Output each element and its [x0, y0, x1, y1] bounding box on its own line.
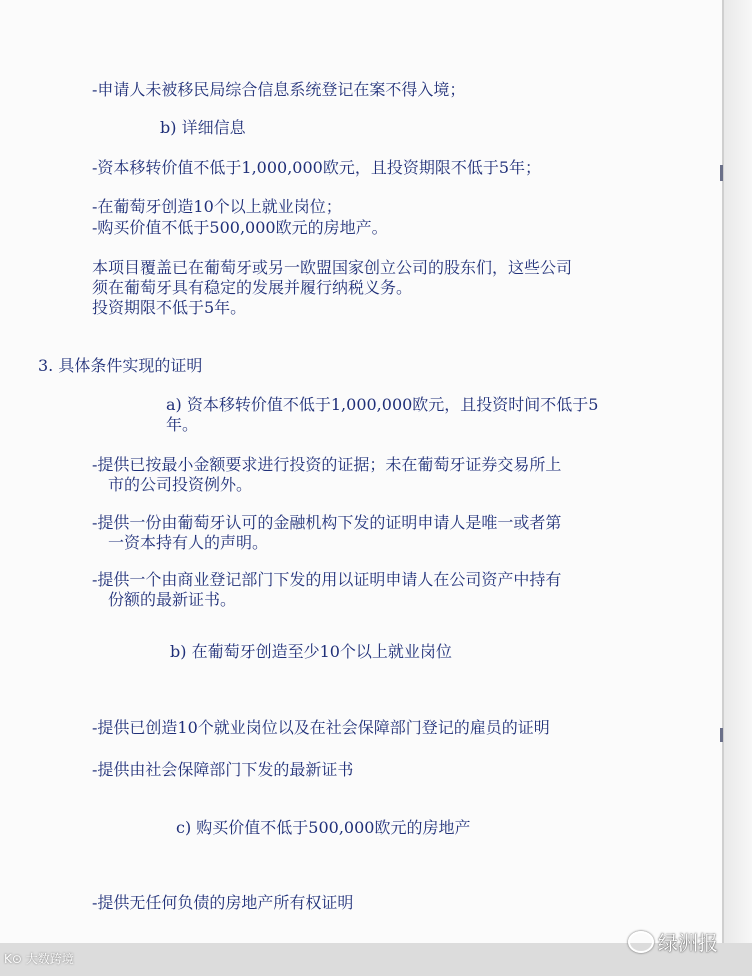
watermark-right: [628, 927, 718, 956]
subheading-c-property: c) 购买价值不低于500,000欧元的房地产: [176, 818, 471, 837]
section-3-heading: 3. 具体条件实现的证明: [38, 356, 203, 375]
watermark-right-label: 绿洲报: [658, 931, 718, 955]
subheading-a-line-2: 年。: [166, 415, 199, 434]
paragraph-line-2: 须在葡萄牙具有稳定的发展并履行纳税义务。: [92, 278, 413, 297]
page-edge: [724, 0, 752, 976]
proof-3-line-1: -提供一个由商业登记部门下发的用以证明申请人在公司资产中持有: [92, 570, 562, 589]
proof-1-line-2: 市的公司投资例外。: [108, 475, 253, 494]
line-entry-refusal: -申请人未被移民局综合信息系统登记在案不得入境；: [92, 80, 466, 99]
subheading-a-line-1: a) 资本移转价值不低于1,000,000欧元，且投资时间不低于5: [166, 395, 599, 414]
paragraph-line-3: 投资期限不低于5年。: [92, 298, 247, 317]
line-buy-property: -购买价值不低于500,000欧元的房地产。: [92, 218, 388, 237]
proof-1-line-1: -提供已按最小金额要求进行投资的证据；未在葡萄牙证券交易所上: [92, 455, 562, 474]
line-create-jobs: -在葡萄牙创造10个以上就业岗位；: [92, 197, 342, 216]
scan-mark: [720, 728, 723, 742]
subheading-b-jobs: b) 在葡萄牙创造至少10个以上就业岗位: [170, 642, 452, 661]
watermark-left: K⊙ 大数跨境: [4, 952, 74, 966]
proof-jobs-1: -提供已创造10个就业岗位以及在社会保障部门登记的雇员的证明: [92, 718, 550, 737]
proof-2-line-1: -提供一份由葡萄牙认可的金融机构下发的证明申请人是唯一或者第: [92, 513, 562, 532]
wechat-icon: [628, 931, 654, 953]
subheading-detailed-info: b) 详细信息: [160, 118, 246, 137]
line-capital-transfer: -资本移转价值不低于1,000,000欧元，且投资期限不低于5年；: [92, 158, 542, 177]
proof-2-line-2: 一资本持有人的声明。: [108, 533, 269, 552]
paragraph-line-1: 本项目覆盖已在葡萄牙或另一欧盟国家创立公司的股东们，这些公司: [92, 258, 573, 277]
proof-property: -提供无任何负债的房地产所有权证明: [92, 893, 354, 912]
scan-mark: [720, 165, 723, 181]
proof-jobs-2: -提供由社会保障部门下发的最新证书: [92, 760, 354, 779]
proof-3-line-2: 份额的最新证书。: [108, 590, 237, 609]
